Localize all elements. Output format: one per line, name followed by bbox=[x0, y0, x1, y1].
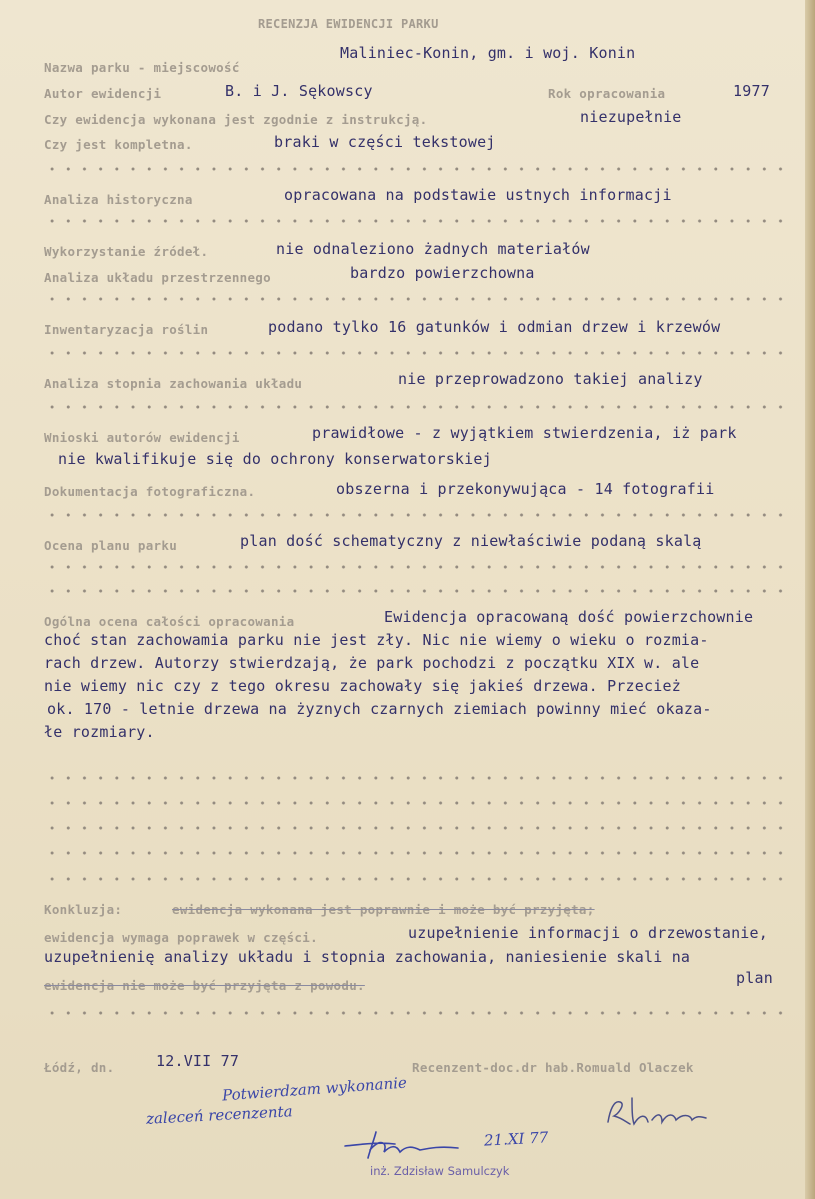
sources-value: nie odnaleziono żadnych materiałów bbox=[276, 240, 590, 258]
dotted-line bbox=[44, 825, 789, 831]
park-name-label: Nazwa parku - miejscowość bbox=[44, 60, 240, 75]
conclusions-label: Wnioski autorów ewidencji bbox=[44, 430, 240, 445]
complete-label: Czy jest kompletna. bbox=[44, 137, 193, 152]
conclusion-value-line1: uzupełnienie informacji o drzewostanie, bbox=[408, 924, 768, 942]
overall-line: choć stan zachowamia parku nie jest zły. Nic nie wiemy o wieku o rozmia- bbox=[44, 631, 709, 649]
conclusion-value-line3: plan bbox=[736, 969, 773, 987]
conclusion-label: Konkluzja: bbox=[44, 902, 123, 917]
preservation-label: Analiza stopnia zachowania układu bbox=[44, 376, 303, 391]
conclusions-value-line2: nie kwalifikuje się do ochrony konserwatorskiej bbox=[58, 450, 492, 468]
instruction-label: Czy ewidencja wykonana jest zgodnie z instrukcją. bbox=[44, 112, 428, 127]
page-edge bbox=[805, 0, 815, 1199]
historical-value: opracowana na podstawie ustnych informacji bbox=[284, 186, 672, 204]
dotted-line bbox=[44, 296, 789, 302]
conclusion-option-struck-reject: ewidencja nie może być przyjęta z powodu. bbox=[44, 978, 365, 993]
dotted-line bbox=[44, 564, 789, 570]
dotted-line bbox=[44, 588, 789, 594]
conclusion-value-line2: uzupełnienię analizy układu i stopnia zachowania, naniesienie skali na bbox=[44, 948, 691, 966]
instruction-value: niezupełnie bbox=[580, 108, 682, 126]
park-name-value: Maliniec-Konin, gm. i woj. Konin bbox=[340, 44, 636, 62]
sources-label: Wykorzystanie źródeł. bbox=[44, 244, 209, 259]
dotted-line bbox=[44, 218, 789, 224]
dotted-line bbox=[44, 166, 789, 172]
year-label: Rok opracowania bbox=[548, 86, 666, 101]
dotted-line bbox=[44, 350, 789, 356]
plants-label: Inwentaryzacja roślin bbox=[44, 322, 209, 337]
overall-line: nie wiemy nic czy z tego okresu zachowały się jakieś drzewa. Przecież bbox=[44, 677, 681, 695]
conclusion-option-struck-accept: ewidencja wykonana jest poprawnie i może być przyjęta; bbox=[172, 902, 595, 917]
author-label: Autor ewidencji bbox=[44, 86, 162, 101]
place-label: Łódź, dn. bbox=[44, 1060, 115, 1075]
plan-value: plan dość schematyczny z niewłaściwie podaną skalą bbox=[240, 532, 702, 550]
inspector-signature-icon bbox=[340, 1124, 470, 1164]
inspector-stamp: inż. Zdzisław Samulczyk bbox=[370, 1164, 510, 1178]
overall-label: Ogólna ocena całości opracowania bbox=[44, 614, 295, 629]
preservation-value: nie przeprowadzono takiej analizy bbox=[398, 370, 703, 388]
photos-value: obszerna i przekonywująca - 14 fotografii bbox=[336, 480, 715, 498]
plan-label: Ocena planu parku bbox=[44, 538, 178, 553]
handwritten-confirmation-line1: Potwierdzam wykonanie bbox=[221, 1073, 408, 1105]
overall-line: ok. 170 - letnie drzewa na żyznych czarnych ziemiach powinny mieć okaza- bbox=[47, 700, 712, 718]
document-title: RECENZJA EWIDENCJI PARKU bbox=[258, 17, 439, 31]
reviewer-signature-icon bbox=[600, 1092, 720, 1132]
year-value: 1977 bbox=[733, 82, 770, 100]
spatial-label: Analiza układu przestrzennego bbox=[44, 270, 271, 285]
dotted-line bbox=[44, 404, 789, 410]
plants-value: podano tylko 16 gatunków i odmian drzew i krzewów bbox=[268, 318, 721, 336]
photos-label: Dokumentacja fotograficzna. bbox=[44, 484, 256, 499]
conclusion-label-corrections: ewidencja wymaga poprawek w części. bbox=[44, 930, 318, 945]
dotted-line bbox=[44, 876, 789, 882]
conclusions-value-line1: prawidłowe - z wyjątkiem stwierdzenia, iż park bbox=[312, 424, 737, 442]
reviewer-name: Recenzent-doc.dr hab.Romuald Olaczek bbox=[412, 1060, 694, 1075]
overall-line: łe rozmiary. bbox=[44, 723, 155, 741]
review-date: 12.VII 77 bbox=[156, 1052, 240, 1070]
historical-label: Analiza historyczna bbox=[44, 192, 193, 207]
handwritten-confirmation-line2: zaleceń recenzenta bbox=[145, 1102, 293, 1128]
spatial-value: bardzo powierzchowna bbox=[350, 264, 535, 282]
handwritten-date: 21.XI 77 bbox=[483, 1128, 549, 1150]
author-value: B. i J. Sękowscy bbox=[225, 82, 373, 100]
dotted-line bbox=[44, 775, 789, 781]
dotted-line bbox=[44, 800, 789, 806]
overall-line: rach drzew. Autorzy stwierdzają, że park pochodzi z początku XIX w. ale bbox=[44, 654, 700, 672]
dotted-line bbox=[44, 850, 789, 856]
complete-value: braki w części tekstowej bbox=[274, 133, 496, 151]
dotted-line bbox=[44, 512, 789, 518]
overall-line: Ewidencja opracowaną dość powierzchownie bbox=[384, 608, 754, 626]
dotted-line bbox=[44, 1010, 789, 1016]
